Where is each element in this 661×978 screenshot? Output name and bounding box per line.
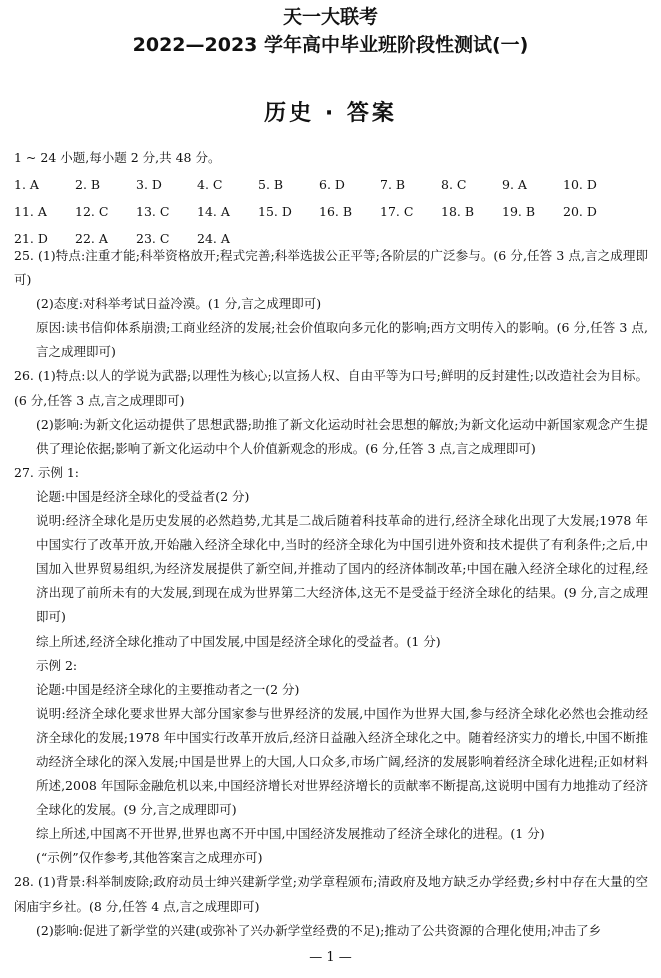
mc-answer: 4. C — [197, 177, 223, 192]
q27-example1-summary: 综上所述,经济全球化推动了中国发展,中国是经济全球化的受益者。(1 分) — [36, 633, 441, 649]
q27-example2-thesis: 论题:中国是经济全球化的主要推动者之一(2 分) — [36, 681, 300, 697]
q25-part2-reasons: 原因:读书信仰体系崩溃;工商业经济的发展;社会价值取向多元化的影响;西方文明传入的影响。(6 分,任答 3 点,言之成理即可) — [36, 320, 648, 360]
mc-answer: 12. C — [75, 204, 109, 219]
mc-answer: 1. A — [14, 177, 39, 192]
mc-answer: 19. B — [502, 204, 536, 219]
mc-answer: 21. D — [14, 231, 48, 246]
mc-answer: 24. A — [197, 231, 230, 246]
mc-answer: 6. D — [319, 177, 345, 192]
q27-example1-explanation: 说明:经济全球化是历史发展的必然趋势,尤其是二战后随着科技革命的进行,经济全球化出现了大发展;1978 年中国实行了改革开放,开始融入经济全球化中,当时的经济全球化为中国引进外资和技术提供了有利条件;之后,中国加入世界贸易组织,为经济发展提供了新空间,并推动了国内的经济体制改革;中国在融入经济全球化的过程,经济出现了前所未有的大发展,到现在成为世界第二大经济体,这无不是受益于经济全球化的结果。(9 分,言之成理即可) — [36, 513, 648, 625]
mc-answer: 16. B — [319, 204, 353, 219]
mc-answer: 23. C — [136, 231, 170, 246]
q27-example2-explanation: 说明:经济全球化要求世界大部分国家参与世界经济的发展,中国作为世界大国,参与经济全球化必然也会推动经济全球化的发展;1978 年中国实行改革开放后,经济日益融入经济全球化之中。随着经济实力的增长,中国不断推动经济全球化的深入发展;中国是世界上的大国,人口众多,市场广阔,经济的发展影响着经济全球化进程;正如材料所述,2008 年国际金融危机以来,中国经济增长对世界经济增长的贡献率不断提高,这说明中国有力地推动了经济全球化的发展。(9 分,言之成理即可) — [36, 705, 648, 818]
q27-example2-label: 示例 2: — [36, 657, 78, 673]
mc-answer-grid — [14, 174, 654, 249]
mc-answer: 11. A — [14, 204, 47, 219]
mc-answer: 10. D — [563, 177, 597, 192]
mc-answer: 22. A — [75, 231, 108, 246]
q28-part1: 28. (1)背景:科举制废除;政府动员士绅兴建新学堂;劝学章程颁布;清政府及地方缺乏办学经费;乡村中存在大量的空闲庙宇乡社。(8 分,任答 4 点,言之成理即可) — [14, 874, 648, 914]
q27-example1-label: 27. 示例 1: — [14, 464, 79, 480]
exam-organizer: 天一大联考 — [282, 6, 378, 28]
q25-part1: 25. (1)特点:注重才能;科举资格放开;程式完善;科举选拔公正平等;各阶层的广泛参与。(6 分,任答 3 点,言之成理即可) — [14, 248, 648, 288]
mc-answer: 18. B — [441, 204, 475, 219]
q25-part2: (2)态度:对科举考试日益冷漠。(1 分,言之成理即可) — [36, 296, 322, 312]
mc-answer: 7. B — [380, 177, 406, 192]
mc-answer: 17. C — [380, 204, 414, 219]
mc-intro: 1 ~ 24 小题,每小题 2 分,共 48 分。 — [14, 150, 221, 165]
mc-answer: 14. A — [197, 204, 230, 219]
mc-answer: 13. C — [136, 204, 170, 219]
mc-answer: 8. C — [441, 177, 467, 192]
page-number: — 1 — — [309, 950, 352, 965]
mc-answer: 2. B — [75, 177, 101, 192]
mc-answer: 20. D — [563, 204, 597, 219]
q27-note: (“示例”仅作参考,其他答案言之成理亦可) — [36, 850, 263, 866]
q28-part2: (2)影响:促进了新学堂的兴建(或弥补了兴办新学堂经费的不足);推动了公共资源的合理化使用;冲击了乡 — [36, 922, 602, 938]
mc-answer: 3. D — [136, 177, 162, 192]
answer-body — [14, 244, 648, 943]
exam-title: 2022—2023 学年高中毕业班阶段性测试(一) — [132, 34, 529, 56]
q27-example2-summary: 综上所述,中国离不开世界,世界也离不开中国,中国经济发展推动了经济全球化的进程。(1 分) — [36, 826, 545, 842]
mc-answer: 15. D — [258, 204, 292, 219]
q26-part1: 26. (1)特点:以人的学说为武器;以理性为核心;以宣扬人权、自由平等为口号;鲜明的反封建性;以改造社会为目标。(6 分,任答 3 点,言之成理即可) — [14, 368, 648, 408]
subject-title: 历史 · 答案 — [264, 101, 397, 126]
mc-answer: 5. B — [258, 177, 284, 192]
q27-example1-thesis: 论题:中国是经济全球化的受益者(2 分) — [36, 488, 250, 504]
q26-part2: (2)影响:为新文化运动提供了思想武器;助推了新文化运动时社会思想的解放;为新文化运动中新国家观念产生提供了理论依据;影响了新文化运动中个人价值新观念的形成。(6 分,任答 3 点,言之成理即可) — [36, 416, 648, 456]
mc-answer: 9. A — [502, 177, 527, 192]
